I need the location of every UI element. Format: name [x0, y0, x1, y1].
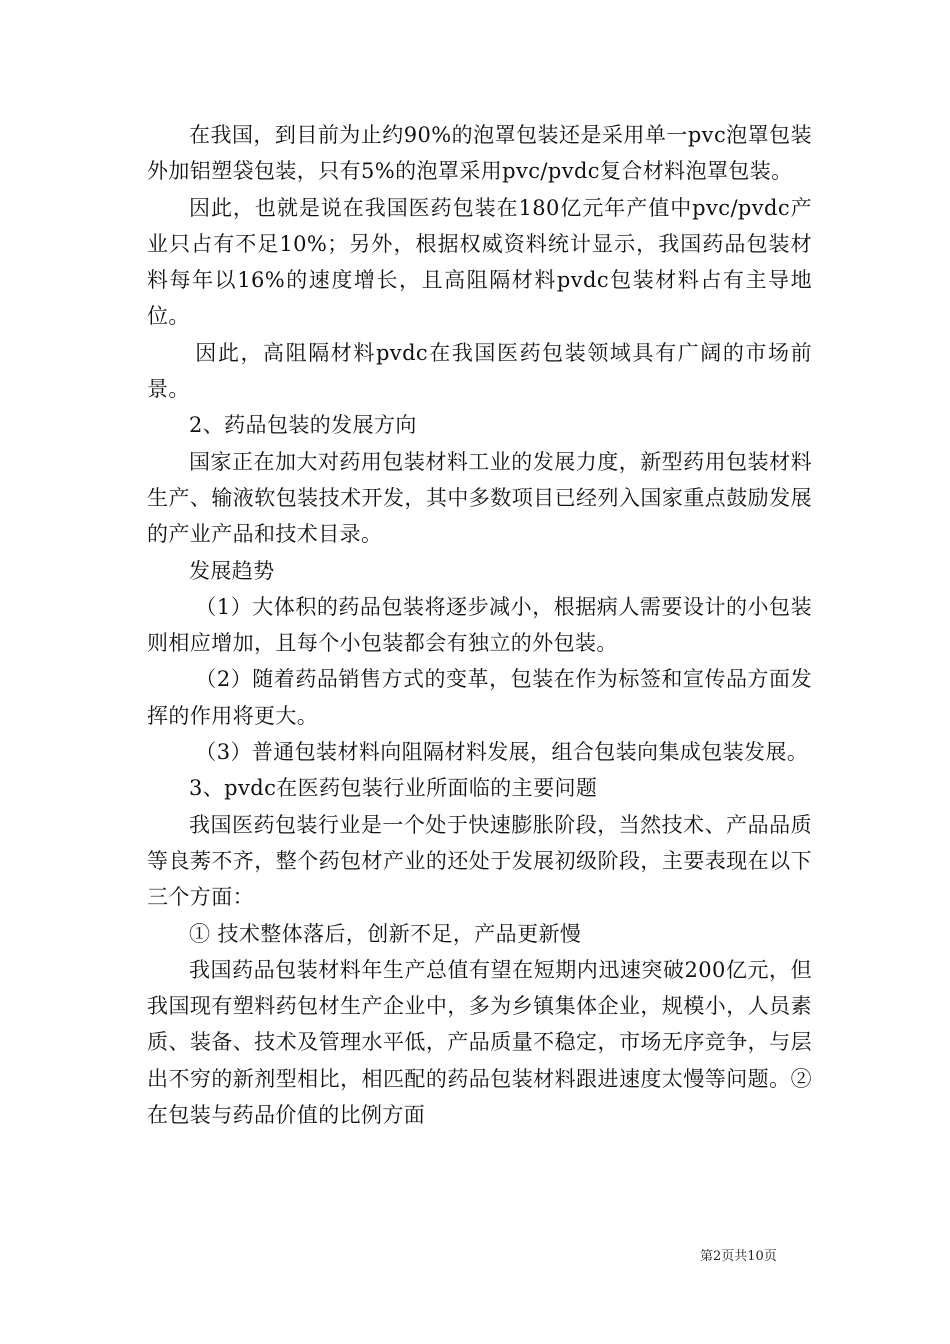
section-heading-main-problems: 3、pvdc在医药包装行业所面临的主要问题 — [189, 776, 598, 801]
subheading-technology-lag: ① 技术整体落后，创新不足，产品更新慢 — [189, 921, 582, 946]
document-body — [147, 117, 812, 1133]
list-item-trend-1: （1）大体积的药品包装将逐步减小，根据病人需要设计的小包装则相应增加，且每个小包装都会有独立的外包装。 — [147, 594, 812, 656]
paragraph-production-value: 我国药品包装材料年生产总值有望在短期内迅速突破200亿元，但我国现有塑料药包材生产企业中，多为乡镇集体企业，规模小，人员素质、装备、技术及管理水平低，产品质量不稳定，市场无序竞争，与层出不穷的新剂型相比，相匹配的药品包装材料跟进速度太慢等问题。②在包装与药品价值的比例方面 — [147, 957, 812, 1128]
list-item-trend-2: （2）随着药品销售方式的变革，包装在作为标签和宣传品方面发挥的作用将更大。 — [147, 667, 812, 728]
subheading-development-trend: 发展趋势 — [189, 558, 275, 583]
list-item-trend-3: （3）普通包装材料向阻隔材料发展，组合包装向集成包装发展。 — [195, 740, 809, 765]
paragraph-market-outlook: 因此，高阻隔材料pvdc在我国医药包装领域具有广阔的市场前景。 — [147, 340, 812, 402]
section-heading-development-direction: 2、药品包装的发展方向 — [189, 413, 417, 438]
paragraph-blister-packaging: 在我国，到目前为止约90%的泡罩包装还是采用单一pvc泡罩包装外加铝塑袋包装，只有5%的泡罩采用pvc/pvdc复合材料泡罩包装。 — [147, 123, 812, 184]
paragraph-industry-share: 因此，也就是说在我国医药包装在180亿元年产值中pvc/pvdc产业只占有不足10%；另外，根据权威资料统计显示，我国药品包装材料每年以16%的速度增长，且高阻隔材料pvdc包装材料占有主导地位。 — [147, 195, 812, 329]
paragraph-industry-status: 我国医药包装行业是一个处于快速膨胀阶段，当然技术、产品品质等良莠不齐，整个药包材产业的还处于发展初级阶段，主要表现在以下三个方面： — [147, 812, 812, 910]
page-number-footer: 第2页共10页 — [700, 1249, 777, 1264]
paragraph-national-policy: 国家正在加大对药用包装材料工业的发展力度，新型药用包装材料生产、输液软包装技术开发，其中多数项目已经列入国家重点鼓励发展的产业产品和技术目录。 — [147, 449, 812, 547]
